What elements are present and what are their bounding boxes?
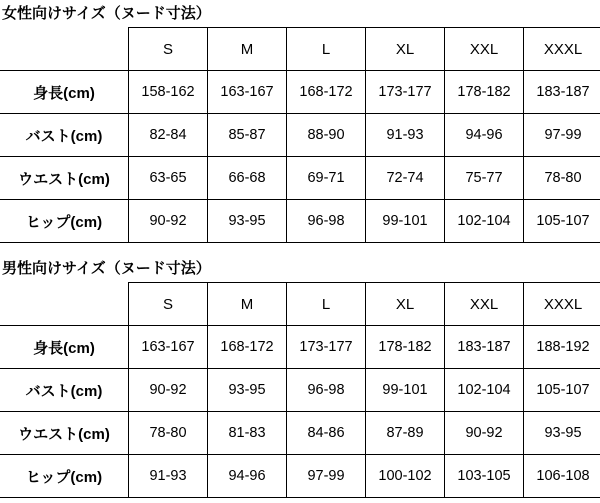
cell-value: 173-177 bbox=[366, 71, 445, 114]
men-size-title: 男性向けサイズ（ヌード寸法） bbox=[2, 260, 211, 277]
cell-value: 99-101 bbox=[366, 369, 445, 412]
row-label-hip: ヒップ(cm) bbox=[0, 455, 129, 498]
cell-value: 158-162 bbox=[129, 71, 208, 114]
cell-value: 97-99 bbox=[524, 114, 600, 157]
table-header-row bbox=[0, 283, 600, 326]
table-row bbox=[0, 326, 600, 369]
row-label-height: 身長(cm) bbox=[0, 326, 129, 369]
row-label-hip: ヒップ(cm) bbox=[0, 200, 129, 243]
cell-value: 82-84 bbox=[129, 114, 208, 157]
table-row bbox=[0, 412, 600, 455]
table-row bbox=[0, 200, 600, 243]
cell-value: 183-187 bbox=[524, 71, 600, 114]
column-header-l: L bbox=[287, 28, 366, 71]
column-header-l: L bbox=[287, 283, 366, 326]
cell-value: 69-71 bbox=[287, 157, 366, 200]
column-header-xxxl: XXXL bbox=[524, 283, 600, 326]
cell-value: 97-99 bbox=[287, 455, 366, 498]
column-header-xxl: XXL bbox=[445, 28, 524, 71]
cell-value: 88-90 bbox=[287, 114, 366, 157]
women-size-section bbox=[0, 0, 600, 243]
column-header-m: M bbox=[208, 28, 287, 71]
cell-value: 94-96 bbox=[208, 455, 287, 498]
column-header-xl: XL bbox=[366, 28, 445, 71]
cell-value: 178-182 bbox=[445, 71, 524, 114]
women-size-title: 女性向けサイズ（ヌード寸法） bbox=[2, 5, 211, 22]
cell-value: 91-93 bbox=[129, 455, 208, 498]
section-spacer bbox=[0, 243, 600, 255]
cell-value: 163-167 bbox=[129, 326, 208, 369]
men-size-section bbox=[0, 255, 600, 498]
row-label-waist: ウエスト(cm) bbox=[0, 412, 129, 455]
cell-value: 173-177 bbox=[287, 326, 366, 369]
cell-value: 93-95 bbox=[208, 200, 287, 243]
cell-value: 90-92 bbox=[129, 369, 208, 412]
cell-value: 183-187 bbox=[445, 326, 524, 369]
men-size-table bbox=[0, 282, 600, 498]
cell-value: 75-77 bbox=[445, 157, 524, 200]
table-row bbox=[0, 369, 600, 412]
cell-value: 96-98 bbox=[287, 200, 366, 243]
cell-value: 102-104 bbox=[445, 369, 524, 412]
corner-cell bbox=[0, 28, 129, 71]
cell-value: 84-86 bbox=[287, 412, 366, 455]
cell-value: 72-74 bbox=[366, 157, 445, 200]
cell-value: 78-80 bbox=[524, 157, 600, 200]
row-label-bust: バスト(cm) bbox=[0, 114, 129, 157]
corner-cell bbox=[0, 283, 129, 326]
row-label-waist: ウエスト(cm) bbox=[0, 157, 129, 200]
column-header-s: S bbox=[129, 28, 208, 71]
cell-value: 102-104 bbox=[445, 200, 524, 243]
column-header-xxl: XXL bbox=[445, 283, 524, 326]
cell-value: 163-167 bbox=[208, 71, 287, 114]
cell-value: 94-96 bbox=[445, 114, 524, 157]
cell-value: 66-68 bbox=[208, 157, 287, 200]
column-header-m: M bbox=[208, 283, 287, 326]
cell-value: 105-107 bbox=[524, 369, 600, 412]
cell-value: 81-83 bbox=[208, 412, 287, 455]
column-header-xl: XL bbox=[366, 283, 445, 326]
cell-value: 87-89 bbox=[366, 412, 445, 455]
cell-value: 168-172 bbox=[287, 71, 366, 114]
women-size-table bbox=[0, 27, 600, 243]
cell-value: 178-182 bbox=[366, 326, 445, 369]
cell-value: 99-101 bbox=[366, 200, 445, 243]
cell-value: 93-95 bbox=[208, 369, 287, 412]
cell-value: 85-87 bbox=[208, 114, 287, 157]
row-label-height: 身長(cm) bbox=[0, 71, 129, 114]
cell-value: 78-80 bbox=[129, 412, 208, 455]
column-header-xxxl: XXXL bbox=[524, 28, 600, 71]
cell-value: 63-65 bbox=[129, 157, 208, 200]
cell-value: 93-95 bbox=[524, 412, 600, 455]
cell-value: 105-107 bbox=[524, 200, 600, 243]
row-label-bust: バスト(cm) bbox=[0, 369, 129, 412]
table-row bbox=[0, 157, 600, 200]
cell-value: 100-102 bbox=[366, 455, 445, 498]
cell-value: 96-98 bbox=[287, 369, 366, 412]
cell-value: 188-192 bbox=[524, 326, 600, 369]
table-header-row bbox=[0, 28, 600, 71]
cell-value: 90-92 bbox=[445, 412, 524, 455]
cell-value: 90-92 bbox=[129, 200, 208, 243]
cell-value: 91-93 bbox=[366, 114, 445, 157]
cell-value: 106-108 bbox=[524, 455, 600, 498]
table-row bbox=[0, 114, 600, 157]
cell-value: 103-105 bbox=[445, 455, 524, 498]
table-row bbox=[0, 71, 600, 114]
table-row bbox=[0, 455, 600, 498]
column-header-s: S bbox=[129, 283, 208, 326]
cell-value: 168-172 bbox=[208, 326, 287, 369]
